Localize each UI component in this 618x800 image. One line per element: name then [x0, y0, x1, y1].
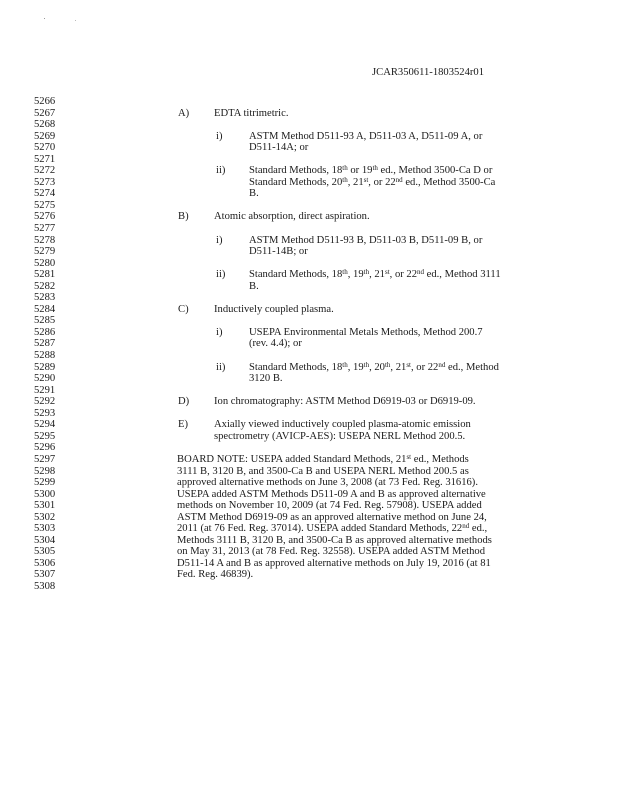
line-number: 5308: [34, 580, 56, 592]
item-b: [0, 211, 618, 223]
subitem-b-i: [0, 235, 618, 247]
line-number: 5297: [34, 453, 56, 465]
item-c: [0, 304, 618, 316]
line-number: 5282: [34, 280, 56, 292]
line-number: 5285: [34, 315, 56, 327]
line-number: 5305: [34, 546, 56, 558]
subitem-text: Standard Methods, 18th or 19th ed., Method 3500-Ca D or: [249, 164, 493, 177]
note-text: Methods 3111 B, 3120 B, and 3500-Ca B as approved alternative methods: [177, 534, 492, 546]
item-text: spectrometry (AVICP-AES): USEPA NERL Method 200.5.: [214, 430, 466, 442]
item-text: Axially viewed inductively coupled plasma-atomic emission: [214, 419, 471, 431]
subitem-label: i): [216, 326, 223, 338]
line-number: 5304: [34, 534, 56, 546]
line-number: 5289: [34, 361, 56, 373]
subitem-text: (rev. 4.4); or: [249, 338, 302, 350]
note-text: ASTM Method D6919-09 as an approved alternative method on June 24,: [177, 511, 487, 523]
line-number: 5307: [34, 569, 56, 581]
line-number: 5272: [34, 165, 56, 177]
item-text: EDTA titrimetric.: [214, 107, 289, 119]
line-number: 5296: [34, 442, 56, 454]
line-number: 5294: [34, 419, 56, 431]
item-text: Inductively coupled plasma.: [214, 303, 334, 315]
line-number: 5286: [34, 326, 56, 338]
note-text: approved alternative methods on June 3, 2008 (at 73 Fed. Reg. 31616).: [177, 477, 478, 489]
subitem-text: ASTM Method D511-93 B, D511-03 B, D511-09 B, or: [249, 234, 483, 246]
board-note: [0, 454, 618, 466]
line-number: 5269: [34, 130, 56, 142]
item-text: Ion chromatography: ASTM Method D6919-03 or D6919-09.: [214, 396, 476, 408]
line-number: 5283: [34, 292, 56, 304]
note-text: D511-14 A and B as approved alternative methods on July 19, 2016 (at 81: [177, 557, 491, 569]
line-number: 5276: [34, 211, 56, 223]
subitem-text: B.: [249, 280, 259, 292]
document-id: JCAR350611-1803524r01: [372, 67, 485, 78]
line-number: 5268: [34, 119, 56, 131]
subitem-text: D511-14B; or: [249, 246, 308, 258]
subitem-b-ii: [0, 269, 618, 281]
subitem-label: ii): [216, 165, 226, 177]
subitem-text: Standard Methods, 18th, 19th, 20th, 21st, or 22nd ed., Method: [249, 360, 499, 373]
item-e: [0, 419, 618, 431]
subitem-a-ii: [0, 165, 618, 177]
item-label: D): [178, 396, 190, 408]
subitem-text: USEPA Environmental Metals Methods, Method 200.7: [249, 326, 483, 338]
subitem-label: ii): [216, 361, 226, 373]
item-text: Atomic absorption, direct aspiration.: [214, 211, 370, 223]
item-a: [0, 108, 618, 120]
subitem-text: Standard Methods, 20th, 21st, or 22nd ed., Method 3500-Ca: [249, 175, 496, 188]
subitem-text: 3120 B.: [249, 373, 283, 385]
subitem-text: D511-14A; or: [249, 142, 309, 154]
line-number: 5267: [34, 107, 56, 119]
line-number: 5298: [34, 465, 56, 477]
subitem-a-i: [0, 131, 618, 143]
line-number: 5271: [34, 153, 56, 165]
line-number: 5273: [34, 176, 56, 188]
line-number: 5275: [34, 199, 56, 211]
line-number: 5274: [34, 188, 56, 200]
note-text: USEPA added ASTM Methods D511-09 A and B as approved alternative: [177, 488, 486, 500]
scan-speck: [75, 20, 76, 21]
line-number: 5301: [34, 500, 56, 512]
item-label: E): [178, 419, 188, 431]
subitem-c-i: [0, 327, 618, 339]
item-label: B): [178, 211, 189, 223]
line-number: 5302: [34, 511, 56, 523]
item-d: [0, 396, 618, 408]
subitem-c-ii: [0, 362, 618, 374]
line-number: 5291: [34, 384, 56, 396]
subitem-label: i): [216, 130, 223, 142]
subitem-text: Standard Methods, 18th, 19th, 21st, or 22nd ed., Method 3111: [249, 268, 501, 281]
line-number: 5288: [34, 350, 56, 362]
note-text: BOARD NOTE: USEPA added Standard Methods, 21st ed., Methods: [177, 452, 469, 465]
line-number: 5284: [34, 303, 56, 315]
line-number: 5290: [34, 373, 56, 385]
line-number: 5303: [34, 523, 56, 535]
note-text: 3111 B, 3120 B, and 3500-Ca B and USEPA NERL Method 200.5 as: [177, 465, 469, 477]
line-number: 5278: [34, 234, 56, 246]
note-text: methods on November 10, 2009 (at 74 Fed. Reg. 57908). USEPA added: [177, 500, 482, 512]
item-label: A): [178, 107, 190, 119]
subitem-label: ii): [216, 269, 226, 281]
document-body: [0, 96, 618, 593]
line-number: 5306: [34, 557, 56, 569]
line-number: 5292: [34, 396, 56, 408]
line-number: 5266: [34, 96, 56, 107]
line-number: 5281: [34, 269, 56, 281]
line-number: 5280: [34, 257, 56, 269]
line-number: 5270: [34, 142, 56, 154]
line-number: 5299: [34, 477, 56, 489]
subitem-label: i): [216, 234, 223, 246]
scan-speck: [44, 18, 45, 19]
line-number: 5279: [34, 246, 56, 258]
line-number: 5295: [34, 430, 56, 442]
item-label: C): [178, 303, 189, 315]
subitem-text: B.: [249, 188, 259, 200]
line-number: 5277: [34, 223, 56, 235]
subitem-text: ASTM Method D511-93 A, D511-03 A, D511-09 A, or: [249, 130, 483, 142]
note-text: 2011 (at 76 Fed. Reg. 37014). USEPA added Standard Methods, 22nd ed.,: [177, 522, 488, 535]
line-number: 5293: [34, 407, 56, 419]
line-number: 5287: [34, 338, 56, 350]
note-text: on May 31, 2013 (at 78 Fed. Reg. 32558). USEPA added ASTM Method: [177, 546, 485, 558]
note-text: Fed. Reg. 46839).: [177, 569, 254, 581]
line-number: 5300: [34, 488, 56, 500]
